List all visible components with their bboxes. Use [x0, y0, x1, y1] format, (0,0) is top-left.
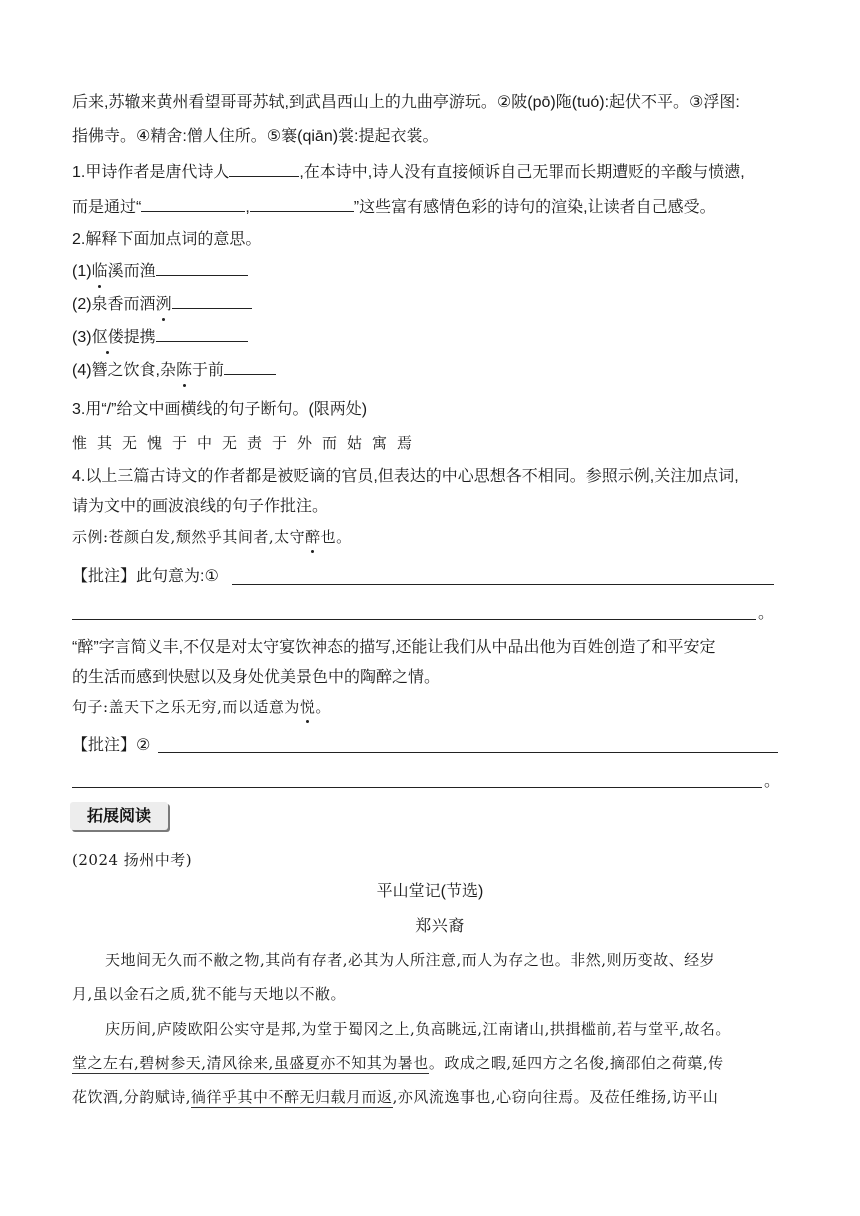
q2-item-3 — [72, 326, 248, 349]
q1-verse-blank-2[interactable] — [250, 196, 354, 212]
passage-p1-line-1: 天地间无久而不敝之物,其尚有存者,必其为人所注意,而人为存之也。非然,则历变故、经岁 — [105, 951, 716, 969]
q2-item-3-blank[interactable] — [156, 326, 248, 342]
q4-example-pre: 示例:苍颜白发,颓然乎其间者,太守 — [72, 528, 306, 546]
q2-item-2-dotted: 洌 — [156, 294, 172, 316]
q2-item-1 — [72, 260, 248, 283]
q3-title: 3.用“/”给文中画横线的句子断句。(限两处) — [72, 401, 368, 418]
q4-example — [72, 526, 352, 548]
q3-sentence: 惟其无愧于中无责于外而姑寓焉 — [72, 434, 423, 452]
q2-item-2-blank[interactable] — [172, 293, 252, 309]
passage-title: 平山堂记(节选) — [376, 883, 484, 900]
q2-item-3-pre: (3) — [72, 329, 92, 346]
passage-p1-line-2: 月,虽以金石之质,犹不能与天地以不敝。 — [72, 985, 347, 1003]
q4-analysis-1: “醉”字言简义丰,不仅是对太守宴饮神态的描写,还能让我们从中品出他为百姓创造了和平安定 — [72, 639, 716, 656]
q4-sentence-pre: 句子:盖天下之乐无穷,而以适意为 — [72, 698, 300, 716]
q4-line-1: 4.以上三篇古诗文的作者都是被贬谪的官员,但表达的中心思想各不相同。参照示例,关注加点词, — [72, 468, 739, 485]
q1-poet-blank[interactable] — [229, 161, 299, 177]
q2-item-3-post: 提携 — [123, 329, 156, 346]
q2-item-3-dotted: 伛偻 — [92, 327, 124, 349]
q1-line-2 — [72, 196, 716, 219]
q4-note-1-line-b[interactable] — [72, 619, 756, 620]
q4-sentence-post: 。 — [315, 698, 331, 716]
q2-item-1-blank[interactable] — [156, 260, 248, 276]
extended-reading-badge: 拓展阅读 — [70, 802, 168, 830]
q4-note-1-period: 。 — [758, 605, 775, 622]
q1-text-d: , — [245, 199, 250, 216]
q1-text-c: 而是通过“ — [72, 199, 142, 216]
q4-example-dotted: 醉 — [305, 528, 321, 546]
q1-text-b: ,在本诗中,诗人没有直接倾诉自己无罪而长期遭贬的辛酸与愤懑, — [299, 164, 745, 181]
q2-item-4-pre: (4)簪之饮食,杂 — [72, 362, 177, 379]
note-line-1: 后来,苏辙来黄州看望哥哥苏轼,到武昌西山上的九曲亭游玩。②陂(pō)陁(tuó):起伏不平。③浮图: — [72, 94, 740, 111]
q1-text-a: 1.甲诗作者是唐代诗人 — [72, 164, 230, 181]
q4-line-2: 请为文中的画波浪线的句子作批注。 — [72, 498, 329, 515]
q4-note-1-label: 【批注】此句意为:① — [72, 568, 219, 585]
q2-item-4 — [72, 359, 276, 382]
q2-item-4-post: 于前 — [192, 362, 225, 379]
q4-sentence-dotted: 悦 — [299, 698, 316, 716]
passage-p2-line-2-rest: 。政成之暇,延四方之名俊,摘邵伯之荷蕖,传 — [428, 1054, 724, 1072]
q4-note-2-period: 。 — [764, 773, 781, 790]
q4-sentence — [72, 696, 331, 718]
q2-item-1-post: 溪而渔 — [107, 263, 156, 280]
wavy-sentence: 徜徉乎其中不醉无归载月而返 — [191, 1088, 393, 1106]
q1-text-e: ”这些富有感情色彩的诗句的渲染,让读者自己感受。 — [353, 199, 716, 216]
q2-item-2-pre: (2)泉香而酒 — [72, 296, 156, 313]
q2-item-4-dotted: 陈 — [176, 360, 192, 382]
q4-note-2-label: 【批注】② — [72, 737, 151, 754]
q4-note-2-line-a[interactable] — [158, 752, 778, 753]
q4-example-post: 也。 — [320, 528, 352, 546]
note-line-2: 指佛寺。④精舍:僧人住所。⑤褰(qiān)裳:提起衣裳。 — [72, 128, 439, 145]
passage-p2-line-3-a: 花饮酒,分韵赋诗, — [72, 1088, 192, 1106]
passage-p2-line-1: 庆历间,庐陵欧阳公实守是邦,为堂于蜀冈之上,负高眺远,江南诸山,拱揖槛前,若与堂平,故名。 — [105, 1020, 731, 1038]
q2-item-1-pre: (1) — [72, 263, 92, 280]
source-label: (2024 扬州中考) — [72, 851, 193, 869]
q2-item-2 — [72, 293, 252, 316]
q4-note-1-line-a[interactable] — [232, 584, 774, 585]
q1-verse-blank-1[interactable] — [141, 196, 245, 212]
q2-title: 2.解释下面加点词的意思。 — [72, 231, 262, 248]
q4-note-2-line-b[interactable] — [72, 787, 762, 788]
passage-p2-line-2 — [72, 1052, 724, 1074]
q2-item-4-blank[interactable] — [224, 359, 276, 375]
underlined-sentence: 堂之左右,碧树参天,清风徐来,虽盛夏亦不知其为暑也 — [72, 1054, 429, 1072]
passage-p2-line-3-b: ,亦风流逸事也,心窃向往焉。及莅任维扬,访平山 — [392, 1088, 719, 1106]
q1-line-1 — [72, 161, 745, 184]
q4-analysis-2: 的生活而感到快慰以及身处优美景色中的陶醉之情。 — [72, 669, 441, 686]
q2-item-1-dotted: 临 — [92, 261, 108, 283]
passage-author: 郑兴裔 — [415, 916, 465, 935]
passage-p2-line-3 — [72, 1086, 718, 1108]
